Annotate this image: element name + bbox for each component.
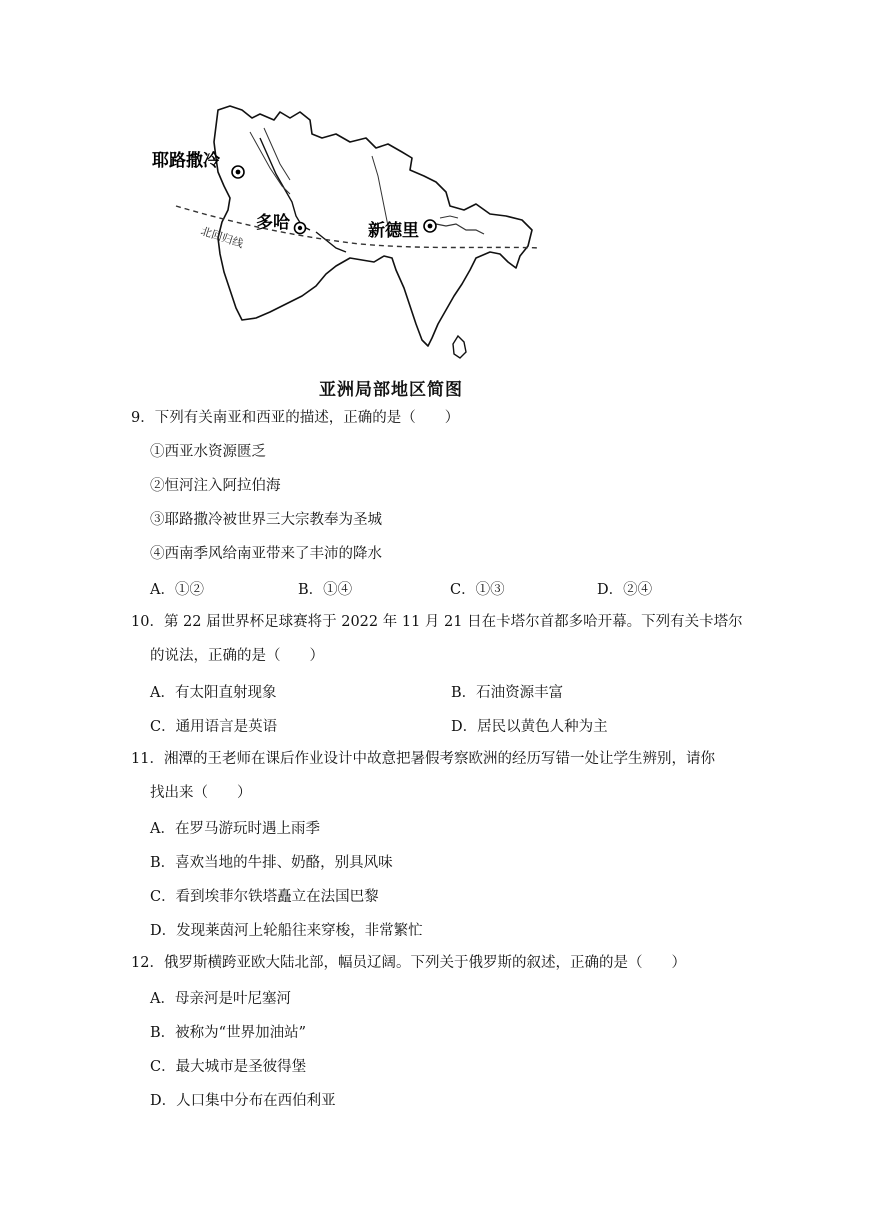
city-jerusalem bbox=[152, 150, 244, 178]
map-caption: 亚洲局部地区简图 bbox=[319, 380, 463, 400]
sri-lanka bbox=[453, 336, 466, 358]
question-12-option-a[interactable]: A．母亲河是叶尼塞河 bbox=[150, 991, 291, 1007]
question-9-statement-2: ②恒河注入阿拉伯海 bbox=[150, 478, 281, 494]
question-11-option-d[interactable]: D．发现莱茵河上轮船往来穿梭，非常繁忙 bbox=[150, 923, 423, 939]
question-9-statement-3: ③耶路撒冷被世界三大宗教奉为圣城 bbox=[150, 512, 382, 528]
label-doha: 多哈 bbox=[256, 213, 290, 233]
question-9-statement-4: ④西南季风给南亚带来了丰沛的降水 bbox=[150, 546, 382, 562]
city-new-delhi bbox=[368, 220, 436, 241]
question-10-option-d[interactable]: D．居民以黄色人种为主 bbox=[451, 719, 608, 735]
question-10-stem: 10．第 22 届世界杯足球赛将于 2022 年 11 月 21 日在卡塔尔首都多哈开幕。下列有关卡塔尔 bbox=[131, 614, 743, 630]
river-ganges bbox=[436, 224, 484, 234]
question-11-option-b[interactable]: B．喜欢当地的牛排、奶酪，别具风味 bbox=[150, 855, 393, 871]
question-10-option-a[interactable]: A．有太阳直射现象 bbox=[150, 685, 277, 701]
question-9-option-b[interactable]: B．①④ bbox=[298, 582, 353, 598]
label-jerusalem: 耶路撒冷 bbox=[152, 151, 220, 171]
asia-map bbox=[140, 98, 550, 373]
question-10-option-c[interactable]: C．通用语言是英语 bbox=[150, 719, 278, 735]
question-9-option-a[interactable]: A．①② bbox=[150, 582, 204, 598]
river-ganges-2 bbox=[440, 216, 458, 218]
question-12-option-d[interactable]: D．人口集中分布在西伯利亚 bbox=[150, 1093, 336, 1109]
question-10-option-b[interactable]: B．石油资源丰富 bbox=[451, 685, 564, 701]
tropic-label: 北回归线 bbox=[199, 224, 245, 251]
question-12-option-c[interactable]: C．最大城市是圣彼得堡 bbox=[150, 1059, 307, 1075]
question-10-stem-line-2: 的说法，正确的是（ ） bbox=[150, 648, 324, 664]
question-12-stem: 12．俄罗斯横跨亚欧大陆北部，幅员辽阔。下列关于俄罗斯的叙述，正确的是（ ） bbox=[131, 955, 686, 971]
question-11-stem: 11．湘潭的王老师在课后作业设计中故意把暑假考察欧洲的经历写错一处让学生辨别，请你 bbox=[131, 751, 715, 767]
city-doha bbox=[256, 212, 306, 234]
asia-map-svg bbox=[140, 98, 550, 373]
river-tigris bbox=[264, 128, 290, 180]
question-11-option-a[interactable]: A．在罗马游玩时遇上雨季 bbox=[150, 821, 320, 837]
peninsula-east-coast bbox=[316, 232, 346, 252]
question-12-option-b[interactable]: B．被称为“世界加油站” bbox=[150, 1025, 306, 1041]
question-9-option-d[interactable]: D．②④ bbox=[597, 582, 653, 598]
question-11-option-c[interactable]: C．看到埃菲尔铁塔矗立在法国巴黎 bbox=[150, 889, 379, 905]
label-new-delhi: 新德里 bbox=[368, 221, 419, 241]
question-9-statement-1: ①西亚水资源匮乏 bbox=[150, 444, 266, 460]
question-11-stem-line-2: 找出来（ ） bbox=[150, 785, 252, 801]
question-9-stem: 9．下列有关南亚和西亚的描述，正确的是（ ） bbox=[131, 410, 460, 426]
question-9-option-c[interactable]: C．①③ bbox=[450, 582, 505, 598]
